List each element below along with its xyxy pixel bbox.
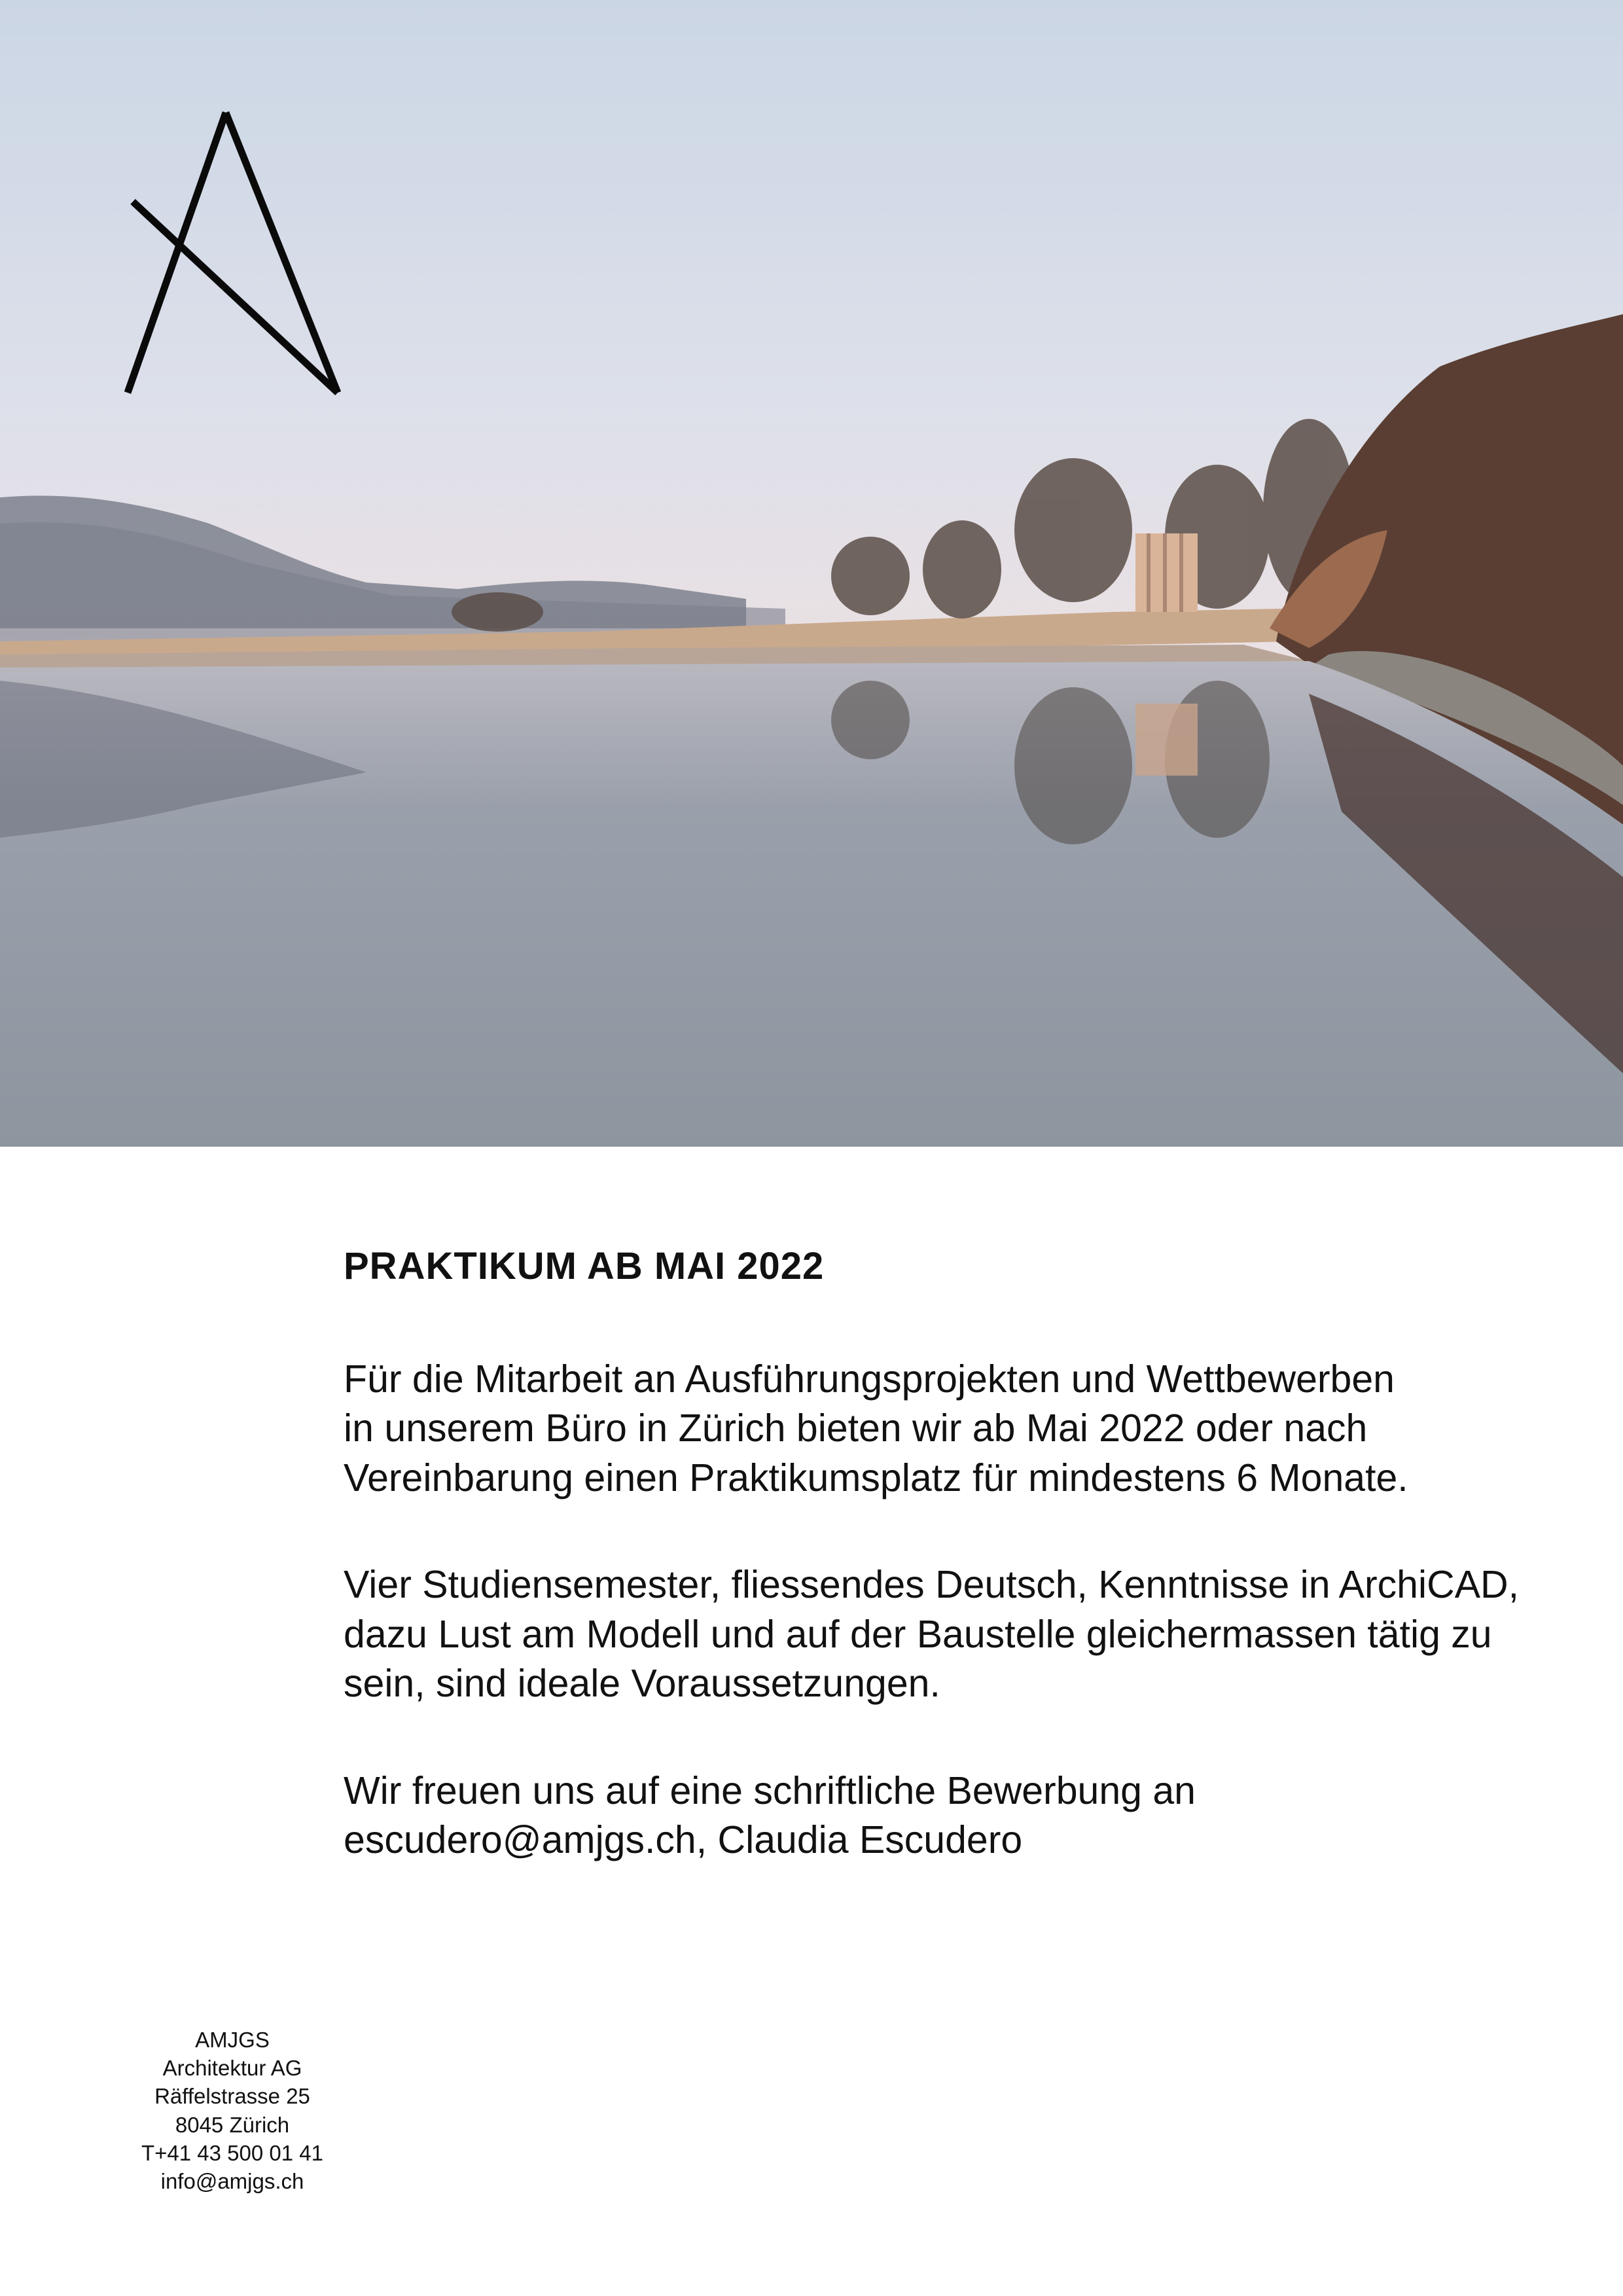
phone: T+41 43 500 01 41 — [141, 2140, 323, 2165]
page-title: PRAKTIKUM AB MAI 2022 — [344, 1245, 825, 1287]
street: Räffelstrasse 25 — [154, 2084, 310, 2109]
paragraph-line: Vier Studiensemester, fliessendes Deutsch, Kenntnisse in ArchiCAD, — [344, 1563, 1520, 1607]
paragraph-line: in unserem Büro in Zürich bieten wir ab Mai 2022 oder nach — [344, 1407, 1368, 1450]
paragraph-requirements — [344, 1560, 1587, 1709]
contact-name: , Claudia Escudero — [696, 1818, 1023, 1862]
job-posting — [344, 1244, 1587, 1923]
amjgs-a-logo — [118, 105, 353, 406]
company-email-link[interactable]: info@amjgs.ch — [160, 2169, 304, 2194]
paragraph-application — [344, 1767, 1587, 1865]
paragraph-line: Für die Mitarbeit an Ausführungsprojekten und Wettbewerben — [344, 1357, 1395, 1401]
company-type: Architektur AG — [162, 2056, 302, 2081]
paragraph-line: Wir freuen uns auf eine schriftliche Bewerbung an — [344, 1768, 1196, 1812]
city: 8045 Zürich — [175, 2112, 290, 2137]
company-address — [111, 2026, 353, 2195]
paragraph-intro — [344, 1355, 1587, 1503]
paragraph-line: Vereinbarung einen Praktikumsplatz für mindestens 6 Monate. — [344, 1456, 1408, 1499]
contact-email-link[interactable]: escudero@amjgs.ch — [344, 1818, 696, 1862]
paragraph-line: dazu Lust am Modell und auf der Baustelle gleichermassen tätig zu — [344, 1612, 1492, 1656]
contact-line — [344, 1816, 1587, 1865]
paragraph-line: sein, sind ideale Voraussetzungen. — [344, 1662, 940, 1706]
company-name: AMJGS — [195, 2028, 270, 2052]
